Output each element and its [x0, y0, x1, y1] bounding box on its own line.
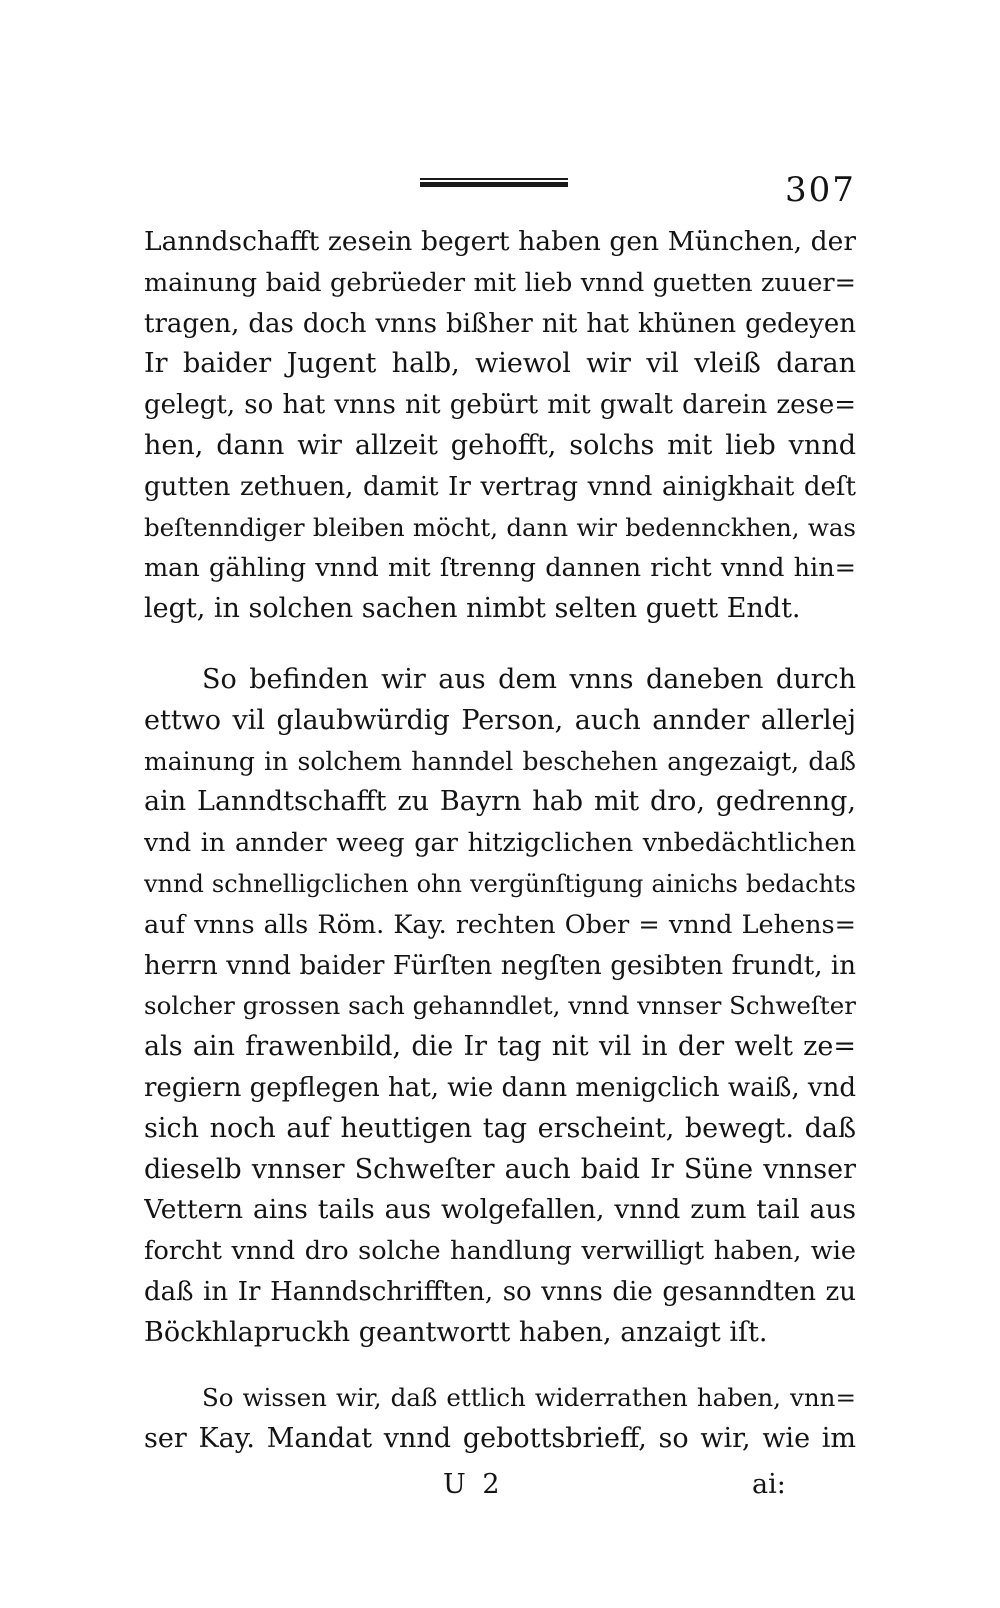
text-line: hen, dann wir allzeit gehofft, solchs mit lieb vnnd [144, 429, 856, 461]
header-rule-thin [420, 178, 568, 180]
text-line: dieselb vnnser Schweſter auch baid Ir Süne vnnser [144, 1153, 856, 1185]
text-line: tragen, das doch vnns bißher nit hat khünen gedeyen [144, 308, 856, 339]
text-line: beſtenndiger bleiben möcht, dann wir bedennckhen, was [144, 512, 856, 542]
signature-mark: U 2 [443, 1469, 504, 1500]
text-line: auf vnns alls Röm. Kay. rechten Ober = vnnd Lehens= [144, 909, 856, 940]
text-line: man gähling vnnd mit ſtrenng dannen richt vnnd hin= [144, 553, 856, 584]
text-line: mainung in solchem hanndel beschehen angezaigt, daß [144, 746, 856, 776]
text-line: gelegt, so hat vnns nit gebürt mit gwalt darein zese= [144, 390, 856, 421]
text-line: als ain frawenbild, die Ir tag nit vil in der welt ze= [144, 1031, 856, 1063]
text-line: Vettern ains tails aus wolgefallen, vnnd zum tail aus [144, 1194, 856, 1226]
text-line: sich noch auf heuttigen tag erscheint, bewegt. daß [144, 1112, 856, 1144]
text-line: legt, in solchen sachen nimbt selten guett Endt. [144, 593, 801, 625]
page-number: 307 [785, 170, 856, 210]
catchword: ai: [752, 1469, 786, 1500]
header-rule-thick [420, 182, 568, 187]
paragraph-2 [144, 660, 856, 1354]
text-line: forcht vnnd dro solche handlung verwilligt haben, wie [144, 1236, 856, 1267]
text-line: ain Lanndtschafft zu Bayrn hab mit dro, gedrenng, [144, 786, 856, 818]
text-line: herrn vnnd baider Fürſten negſten gesibten frundt, in [144, 950, 856, 981]
text-line: So wissen wir, daß ettlich widerrathen haben, vnn= [202, 1383, 856, 1412]
text-line: So befinden wir aus dem vnns daneben durch [202, 664, 856, 695]
text-line: mainung baid gebrüeder mit lieb vnnd guetten zuuer= [144, 267, 856, 298]
header-rule [420, 178, 568, 188]
text-line: Böckhlapruckh geantwortt haben, anzaigt iſt. [144, 1316, 768, 1348]
text-line: vnd in annder weeg gar hitzigclichen vnbedächtlichen [144, 828, 856, 859]
text-line: gutten zethuen, damit Ir vertrag vnnd ainigkhait deſt [144, 471, 856, 502]
text-line: daß in Ir Hanndschrifften, so vnns die gesanndten zu [144, 1276, 856, 1307]
text-line: regiern gepflegen hat, wie dann menigclich waiß, vnd [144, 1072, 856, 1103]
paragraph-1 [144, 222, 856, 630]
paragraph-3 [144, 1378, 856, 1460]
text-line: vnnd schnelligclichen ohn vergünſtigung ainichs bedachts [144, 869, 856, 898]
text-line: solcher grossen sach gehanndlet, vnnd vnnser Schweſter [144, 991, 856, 1021]
text-line: Lanndschafft zesein begert haben gen München, der [144, 226, 856, 257]
text-line: ettwo vil glaubwürdig Person, auch annder allerlej [144, 704, 856, 736]
text-line: ser Kay. Mandat vnnd gebottsbrieff, so wir, wie im [144, 1422, 856, 1454]
text-line: Ir baider Jugent halb, wiewol wir vil vleiß daran [144, 348, 856, 380]
